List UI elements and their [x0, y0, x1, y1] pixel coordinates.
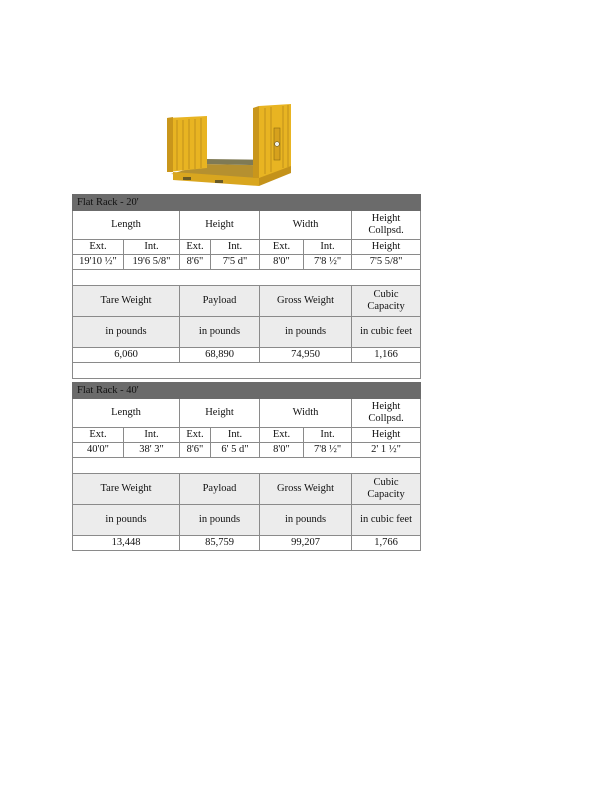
length-header: Length — [73, 211, 180, 240]
dim-value: 7'8 ½" — [304, 443, 352, 458]
dim-value: 7'5 d" — [211, 255, 260, 270]
tare-weight-header: Tare Weight — [73, 474, 180, 505]
flat-rack-40-table — [72, 382, 421, 551]
flat-rack-container-icon — [163, 102, 293, 190]
unit-label: in pounds — [260, 505, 352, 536]
dim-value: 6' 5 d" — [211, 443, 260, 458]
spacer-row — [73, 270, 421, 286]
sub-header: Ext. — [260, 428, 304, 443]
sub-header: Ext. — [180, 428, 211, 443]
sub-header: Ext. — [73, 240, 124, 255]
sub-header: Int. — [211, 240, 260, 255]
width-header: Width — [260, 399, 352, 428]
sub-header: Int. — [304, 428, 352, 443]
height-header: Height — [180, 399, 260, 428]
dim-value: 38' 3" — [124, 443, 180, 458]
payload-value: 85,759 — [180, 536, 260, 551]
sub-header: Ext. — [180, 240, 211, 255]
dim-value: 8'0" — [260, 443, 304, 458]
dim-value: 8'6" — [180, 443, 211, 458]
spacer-row — [73, 363, 421, 379]
unit-label: in pounds — [260, 317, 352, 348]
table-title: Flat Rack - 20' — [73, 195, 352, 211]
cubic-capacity-value: 1,766 — [352, 536, 421, 551]
dim-value: 8'0" — [260, 255, 304, 270]
dim-value: 7'5 5/8" — [352, 255, 421, 270]
gross-weight-header: Gross Weight — [260, 474, 352, 505]
payload-header: Payload — [180, 286, 260, 317]
sub-header: Height — [352, 428, 421, 443]
dim-value: 19'6 5/8" — [124, 255, 180, 270]
cubic-capacity-value: 1,166 — [352, 348, 421, 363]
dim-value: 19'10 ½" — [73, 255, 124, 270]
gross-weight-value: 99,207 — [260, 536, 352, 551]
length-header: Length — [73, 399, 180, 428]
height-collapsed-header: Height Collpsd. — [352, 399, 421, 428]
unit-label: in pounds — [180, 505, 260, 536]
title-bar-cell — [352, 383, 421, 399]
gross-weight-value: 74,950 — [260, 348, 352, 363]
payload-header: Payload — [180, 474, 260, 505]
sub-header: Height — [352, 240, 421, 255]
sub-header: Int. — [124, 428, 180, 443]
height-header: Height — [180, 211, 260, 240]
unit-label: in pounds — [180, 317, 260, 348]
sub-header: Int. — [211, 428, 260, 443]
unit-label: in cubic feet — [352, 505, 421, 536]
unit-label: in pounds — [73, 505, 180, 536]
dim-value: 2' 1 ½" — [352, 443, 421, 458]
tare-weight-header: Tare Weight — [73, 286, 180, 317]
width-header: Width — [260, 211, 352, 240]
height-collapsed-header: Height Collpsd. — [352, 211, 421, 240]
unit-label: in cubic feet — [352, 317, 421, 348]
gross-weight-header: Gross Weight — [260, 286, 352, 317]
dim-value: 8'6" — [180, 255, 211, 270]
dim-value: 7'8 ½" — [304, 255, 352, 270]
cubic-capacity-header: Cubic Capacity — [352, 286, 421, 317]
unit-label: in pounds — [73, 317, 180, 348]
sub-header: Int. — [124, 240, 180, 255]
cubic-capacity-header: Cubic Capacity — [352, 474, 421, 505]
tare-weight-value: 13,448 — [73, 536, 180, 551]
spacer-row — [73, 458, 421, 474]
sub-header: Ext. — [73, 428, 124, 443]
sub-header: Int. — [304, 240, 352, 255]
title-bar-cell — [352, 195, 421, 211]
flat-rack-20-table — [72, 194, 421, 379]
sub-header: Ext. — [260, 240, 304, 255]
tare-weight-value: 6,060 — [73, 348, 180, 363]
table-title: Flat Rack - 40' — [73, 383, 352, 399]
dim-value: 40'0" — [73, 443, 124, 458]
payload-value: 68,890 — [180, 348, 260, 363]
